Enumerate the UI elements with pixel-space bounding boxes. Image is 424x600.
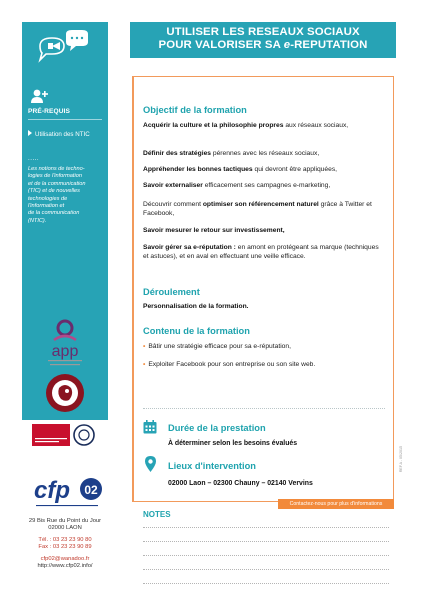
note-line[interactable]: [143, 555, 389, 556]
divider: [28, 119, 102, 120]
objectif-item: Appréhender les bonnes tactiques qui devront être appliquées,: [143, 166, 338, 173]
address-city: 02000 LAON: [48, 525, 82, 532]
divider: [143, 408, 385, 409]
contenu-heading: Contenu de la formation: [143, 326, 250, 336]
objectif-item: Découvrir comment optimiser son référencement naturel grâce à Twitter et Facebook,: [143, 201, 372, 217]
objectif-heading: Objectif de la formation: [143, 105, 247, 115]
lieux-text: 02000 Laon – 02300 Chauny – 02140 Vervins: [168, 480, 313, 487]
objectif-item: Savoir gérer sa e-réputation : en amont en protégeant sa marque (techniques et astuces), et en aval en effectuant une veille efficace.: [143, 244, 379, 260]
email-link[interactable]: cfp02@wanadoo.fr: [40, 555, 90, 562]
list-item: • Exploiter Facebook pour son entreprise ou son site web.: [143, 361, 316, 368]
phone-number: Tél. : 03 23 23 90 80: [38, 536, 92, 543]
website-link[interactable]: http://www.cfp02.info/: [37, 563, 93, 570]
app-logo: [40, 318, 90, 370]
dots-separator: .....: [28, 155, 40, 162]
objectif-item: Savoir mesurer le retour sur investissement,: [143, 227, 285, 234]
objectif-item: Définir des stratégies pérennes avec les réseaux sociaux,: [143, 150, 320, 157]
note-line[interactable]: [143, 569, 389, 570]
deroulement-text: Personnalisation de la formation.: [143, 303, 249, 310]
title-line-1: UTILISER LES RESEAUX SOCIAUX: [166, 26, 360, 38]
fax-number: Fax : 03 23 23 90 89: [38, 544, 92, 551]
chat-bubbles-icon: [32, 28, 102, 72]
app-logo-text: app: [51, 343, 79, 360]
notes-heading: NOTES: [143, 510, 171, 519]
title-line-2: POUR VALORISER SA e-REPUTATION: [158, 39, 368, 52]
voltaire-certification-logo: [44, 372, 86, 414]
prereq-item: [28, 130, 90, 138]
calendar-icon: [143, 420, 157, 434]
list-item: • Bâtir une stratégie efficace pour sa e-réputation,: [143, 343, 291, 350]
objectif-item: Savoir externaliser efficacement ses campagnes e-marketing,: [143, 182, 331, 189]
bullet-dot-icon: •: [143, 361, 146, 368]
sidebar-note: Les notions de techno- logies de l'information et de la communication (TIC) et de nouvelles technologies de l'information et de la communication (NTIC).: [28, 166, 86, 224]
note-line[interactable]: [143, 541, 389, 542]
duree-text: À déterminer selon les besoins évalués: [168, 440, 298, 447]
cfp02-logo: [30, 474, 104, 512]
cfp-logo-text: cfp: [34, 477, 70, 504]
objectif-item: Acquérir la culture et la philosophie propres aux réseaux sociaux,: [143, 122, 349, 129]
note-line[interactable]: [143, 527, 389, 528]
reference-code: REF.A - 05/2015: [399, 446, 403, 473]
location-pin-icon: [145, 456, 156, 472]
prereq-item-label: Utilisation des NTIC: [35, 131, 90, 138]
deroulement-heading: Déroulement: [143, 287, 200, 297]
address-block: [8, 518, 122, 570]
triangle-bullet-icon: [28, 130, 32, 136]
note-line[interactable]: [143, 583, 389, 584]
lieux-heading: Lieux d'intervention: [168, 461, 256, 471]
page-title: [130, 22, 396, 58]
cfp-logo-number: 02: [84, 483, 98, 497]
bullet-dot-icon: •: [143, 343, 146, 350]
contact-banner[interactable]: Contactez-nous pour plus d'informations: [278, 499, 394, 509]
duree-heading: Durée de la prestation: [168, 423, 266, 433]
prereq-title: PRÉ-REQUIS: [28, 108, 71, 115]
add-person-icon: [30, 88, 50, 104]
certification-badges-logo: [32, 424, 96, 446]
address-line: 29 Bis Rue du Point du Jour: [28, 518, 102, 524]
